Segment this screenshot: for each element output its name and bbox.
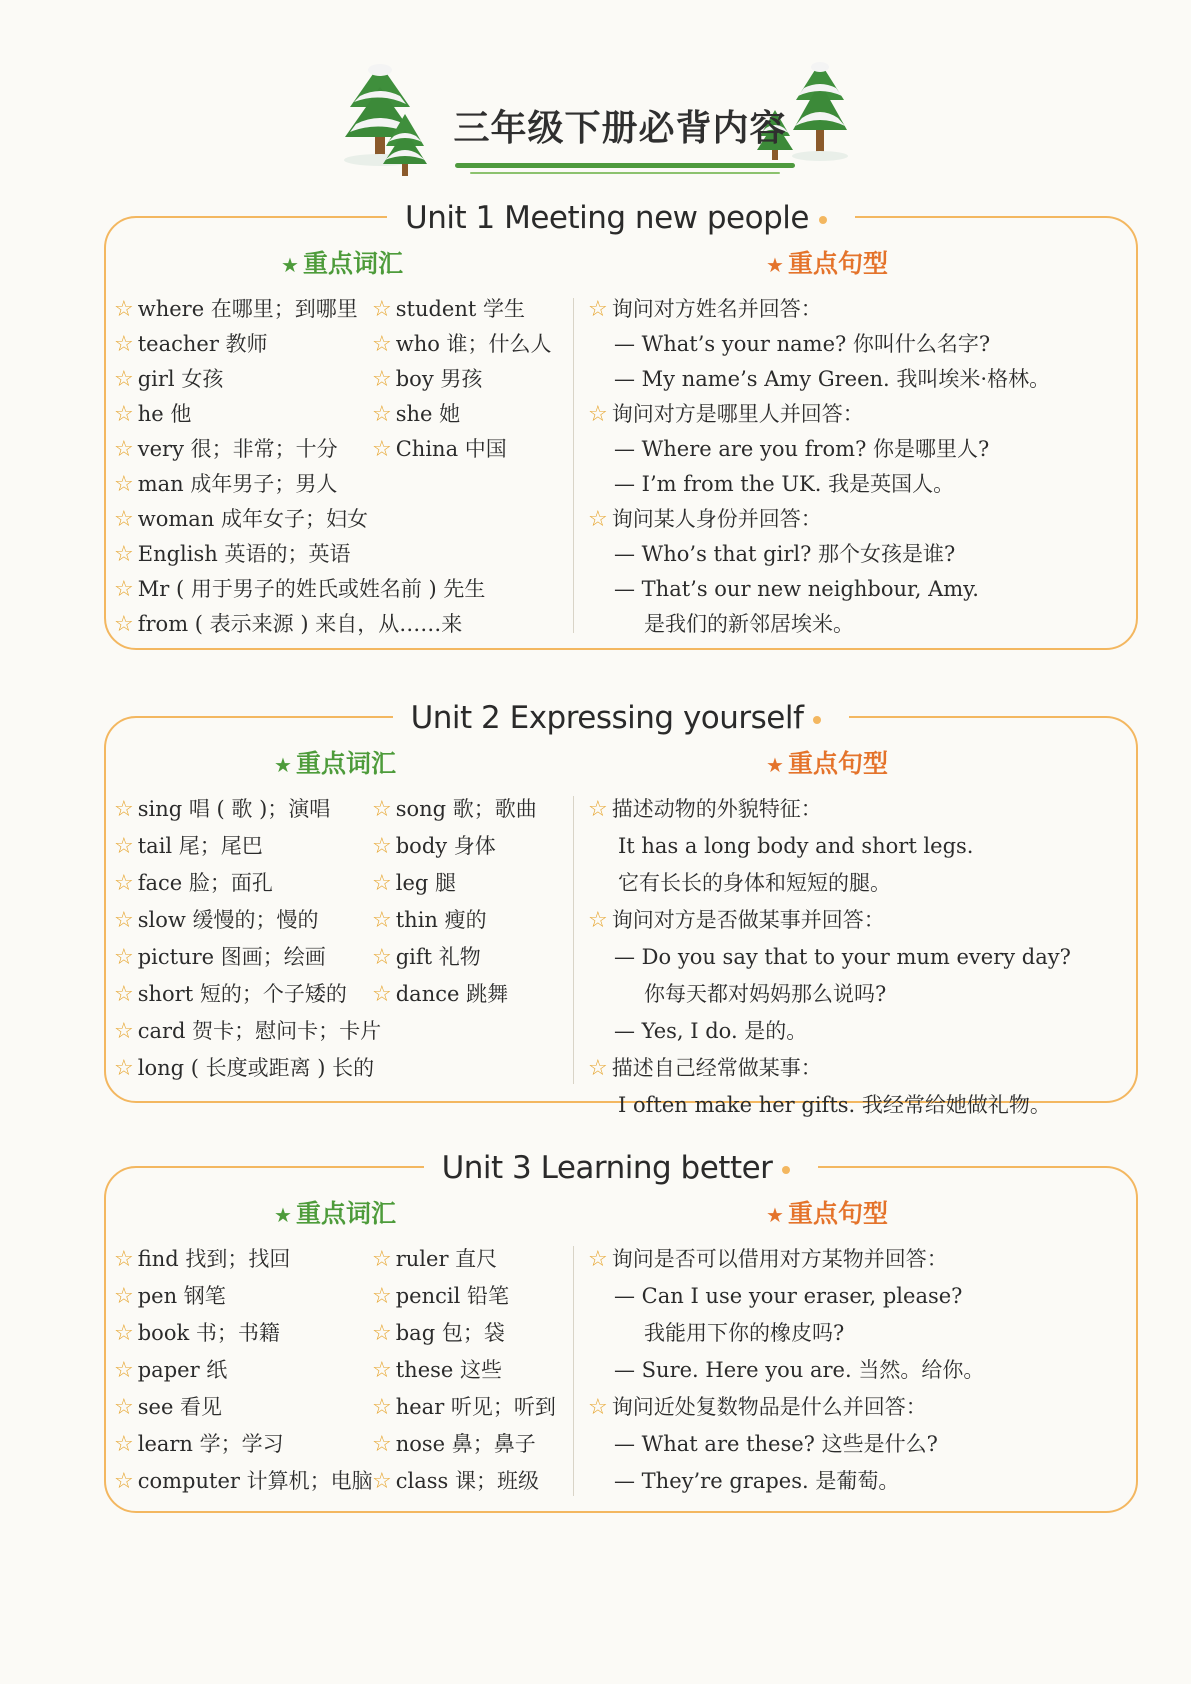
star-outline-icon: ☆ [114, 402, 134, 427]
star-outline-icon: ☆ [114, 542, 134, 567]
star-outline-icon: ☆ [372, 1321, 392, 1346]
sentence-prompt [588, 1053, 822, 1084]
vocab-item [372, 1318, 505, 1349]
vocab-item [372, 1429, 536, 1460]
sentence-line [614, 329, 990, 359]
star-outline-icon: ☆ [114, 297, 134, 322]
vocab-text: sing 唱 ( 歌 )；演唱 [137, 797, 331, 821]
vocab-text: paper 纸 [137, 1358, 228, 1382]
star-outline-icon: ☆ [372, 1284, 392, 1309]
sentence-line [614, 1355, 984, 1385]
vocab-text: slow 缓慢的；慢的 [137, 908, 319, 932]
vocab-item [114, 329, 268, 360]
sentence-line [618, 868, 891, 898]
star-outline-icon: ☆ [114, 1321, 134, 1346]
star-outline-icon: ☆ [372, 1395, 392, 1420]
vocab-item [114, 364, 223, 395]
sentence-line [614, 1016, 807, 1046]
vocab-item [114, 504, 368, 535]
sentence-prompt [588, 905, 885, 936]
sentence-heading: ★ 重点句型 [766, 749, 888, 778]
vocab-text: class 课；班级 [395, 1469, 539, 1493]
star-outline-icon: ☆ [372, 871, 392, 896]
sentence-text: — My name’s Amy Green. 我叫埃米·格林。 [614, 367, 1051, 391]
star-outline-icon: ☆ [588, 797, 608, 822]
unit-panel-2 [104, 700, 1138, 1117]
vocab-text: pen 钢笔 [137, 1284, 226, 1308]
vocab-item [372, 831, 496, 862]
sentence-text: — Sure. Here you are. 当然。给你。 [614, 1358, 985, 1382]
title-underline [470, 172, 780, 174]
star-outline-icon: ☆ [372, 332, 392, 357]
vocab-heading: ★ 重点词汇 [274, 1199, 396, 1228]
sentence-prompt [588, 1392, 927, 1423]
star-outline-icon: ☆ [588, 1395, 608, 1420]
sentence-prompt [588, 399, 864, 430]
star-outline-icon: ☆ [114, 332, 134, 357]
star-outline-icon: ☆ [114, 945, 134, 970]
star-outline-icon: ☆ [588, 507, 608, 532]
sentence-text: 你每天都对妈妈那么说吗? [644, 982, 887, 1006]
star-outline-icon: ☆ [588, 297, 608, 322]
star-outline-icon: ☆ [114, 1358, 134, 1383]
vocab-text: girl 女孩 [137, 367, 224, 391]
vocab-heading: ★ 重点词汇 [274, 749, 396, 778]
vocab-item [372, 329, 552, 360]
vocab-item [372, 979, 508, 1010]
star-outline-icon: ☆ [588, 1247, 608, 1272]
unit-panel-1 [104, 200, 1138, 650]
vocab-text: ruler 直尺 [395, 1247, 498, 1271]
vocab-text: body 身体 [395, 834, 496, 858]
sentence-line [644, 609, 854, 639]
snowy-tree-icon [380, 112, 430, 182]
vocab-item [114, 1053, 374, 1084]
star-outline-icon: ☆ [114, 982, 134, 1007]
column-divider [573, 1246, 574, 1496]
sentence-prompt [588, 1244, 948, 1275]
sentence-text: — What are these? 这些是什么? [614, 1432, 938, 1456]
star-outline-icon: ☆ [372, 982, 392, 1007]
sentence-text: 我能用下你的橡皮吗? [644, 1321, 845, 1345]
star-outline-icon: ☆ [372, 945, 392, 970]
star-outline-icon: ☆ [372, 402, 392, 427]
page-title: 三年级下册必背内容 [453, 108, 787, 149]
star-filled-icon: ★ [766, 253, 784, 277]
vocab-item [114, 868, 273, 899]
sentence-line [614, 942, 1071, 972]
sentence-text: — Can I use your eraser, please? [614, 1284, 963, 1308]
star-outline-icon: ☆ [114, 1432, 134, 1457]
sentence-heading: ★ 重点句型 [766, 1199, 888, 1228]
vocab-text: where 在哪里；到哪里 [137, 297, 358, 321]
vocab-text: boy 男孩 [395, 367, 483, 391]
sentence-text: It has a long body and short legs. [618, 834, 974, 858]
vocab-item [114, 1281, 226, 1312]
unit-title: Unit 3 Learning better [424, 1150, 819, 1186]
star-outline-icon: ☆ [372, 437, 392, 462]
vocab-item [114, 1318, 280, 1349]
sentence-prompt [588, 794, 822, 825]
vocab-item [114, 609, 462, 640]
vocab-item [372, 1355, 502, 1386]
sentence-prompt [588, 294, 822, 325]
sentence-text: I often make her gifts. 我经常给她做礼物。 [618, 1093, 1051, 1117]
vocab-item [114, 399, 191, 430]
vocab-text: nose 鼻；鼻子 [395, 1432, 536, 1456]
sentence-text: 询问对方是否做某事并回答： [611, 908, 885, 932]
star-outline-icon: ☆ [114, 797, 134, 822]
vocab-text: find 找到；找回 [137, 1247, 291, 1271]
sentence-text: 它有长长的身体和短短的腿。 [618, 871, 891, 895]
title-underline [455, 163, 795, 168]
vocab-text: gift 礼物 [395, 945, 481, 969]
vocab-text: teacher 教师 [137, 332, 268, 356]
star-outline-icon: ☆ [114, 367, 134, 392]
star-outline-icon: ☆ [114, 472, 134, 497]
sentence-text: — I’m from the UK. 我是英国人。 [614, 472, 955, 496]
vocab-text: pencil 铅笔 [395, 1284, 509, 1308]
unit-title: Unit 1 Meeting new people [387, 200, 855, 236]
vocab-text: hear 听见；听到 [395, 1395, 556, 1419]
vocab-text: card 贺卡；慰问卡；卡片 [137, 1019, 382, 1043]
vocab-text: woman 成年女子；妇女 [137, 507, 368, 531]
vocab-item [114, 1355, 227, 1386]
sentence-line [614, 469, 954, 499]
sentence-text: — Who’s that girl? 那个女孩是谁? [614, 542, 956, 566]
vocab-text: leg 腿 [395, 871, 456, 895]
star-outline-icon: ☆ [372, 834, 392, 859]
star-outline-icon: ☆ [588, 1056, 608, 1081]
sentence-line [614, 1281, 962, 1311]
star-outline-icon: ☆ [372, 908, 392, 933]
vocab-item [372, 364, 482, 395]
star-outline-icon: ☆ [114, 1284, 134, 1309]
star-filled-icon: ★ [281, 253, 299, 277]
vocab-item [114, 1429, 284, 1460]
unit-panel-3 [104, 1150, 1138, 1513]
vocab-text: very 很；非常；十分 [137, 437, 338, 461]
sentence-text: 询问对方是哪里人并回答： [611, 402, 864, 426]
vocab-text: see 看见 [137, 1395, 223, 1419]
star-outline-icon: ☆ [372, 1247, 392, 1272]
vocab-item [114, 434, 338, 465]
sentence-text: — Do you say that to your mum every day? [614, 945, 1071, 969]
star-outline-icon: ☆ [114, 577, 134, 602]
sentence-line [614, 364, 1050, 394]
sentence-line [644, 1318, 844, 1348]
vocab-item [372, 294, 525, 325]
vocab-item [372, 399, 460, 430]
sentence-text: 询问近处复数物品是什么并回答： [611, 1395, 927, 1419]
vocab-text: tail 尾；尾巴 [137, 834, 263, 858]
vocab-item [114, 979, 347, 1010]
sentence-line [614, 574, 979, 604]
sentence-text: 描述自己经常做某事： [611, 1056, 822, 1080]
sentence-text: — What’s your name? 你叫什么名字? [614, 332, 991, 356]
vocab-item [114, 1016, 381, 1047]
sentence-text: — Where are you from? 你是哪里人? [614, 437, 990, 461]
sentence-line [618, 1090, 1051, 1120]
sentence-line [644, 979, 886, 1009]
vocab-text: dance 跳舞 [395, 982, 509, 1006]
star-outline-icon: ☆ [114, 1395, 134, 1420]
star-outline-icon: ☆ [114, 1469, 134, 1494]
vocab-item [114, 831, 263, 862]
vocab-text: picture 图画；绘画 [137, 945, 326, 969]
star-outline-icon: ☆ [114, 908, 134, 933]
vocab-text: he 他 [137, 402, 192, 426]
vocab-text: thin 瘦的 [395, 908, 487, 932]
star-outline-icon: ☆ [114, 437, 134, 462]
unit-title: Unit 2 Expressing yourself [393, 700, 850, 736]
star-outline-icon: ☆ [372, 1358, 392, 1383]
vocab-item [114, 1244, 290, 1275]
star-outline-icon: ☆ [588, 402, 608, 427]
vocab-item [114, 294, 358, 325]
star-outline-icon: ☆ [114, 612, 134, 637]
sentence-line [614, 539, 955, 569]
vocab-text: computer 计算机；电脑 [137, 1469, 373, 1493]
star-outline-icon: ☆ [372, 297, 392, 322]
star-filled-icon: ★ [274, 753, 292, 777]
sentence-text: 是我们的新邻居埃米。 [644, 612, 854, 636]
vocab-item [372, 434, 507, 465]
sentence-line [614, 434, 989, 464]
vocab-text: short 短的；个子矮的 [137, 982, 347, 1006]
star-filled-icon: ★ [766, 1203, 784, 1227]
sentence-text: — They’re grapes. 是葡萄。 [614, 1469, 900, 1493]
sentence-text: 询问是否可以借用对方某物并回答： [611, 1247, 948, 1271]
sentence-line [618, 831, 973, 861]
sentence-text: 描述动物的外貌特征： [611, 797, 822, 821]
vocab-item [114, 1392, 222, 1423]
vocab-item [372, 1281, 509, 1312]
star-outline-icon: ☆ [114, 1247, 134, 1272]
vocab-text: Mr ( 用于男子的姓氏或姓名前 ) 先生 [137, 577, 486, 601]
vocab-item [114, 539, 350, 570]
star-filled-icon: ★ [274, 1203, 292, 1227]
vocab-item [372, 1466, 539, 1497]
star-outline-icon: ☆ [588, 908, 608, 933]
vocab-item [372, 794, 537, 825]
vocab-item [372, 868, 456, 899]
column-divider [573, 796, 574, 1084]
star-filled-icon: ★ [766, 753, 784, 777]
star-outline-icon: ☆ [114, 507, 134, 532]
vocab-item [114, 794, 330, 825]
sentence-line [614, 1466, 899, 1496]
vocab-item [372, 1392, 556, 1423]
vocab-item [114, 469, 337, 500]
vocab-text: student 学生 [395, 297, 525, 321]
star-outline-icon: ☆ [372, 1469, 392, 1494]
vocab-item [114, 905, 319, 936]
vocab-text: song 歌；歌曲 [395, 797, 537, 821]
vocab-item [114, 942, 326, 973]
star-outline-icon: ☆ [114, 1019, 134, 1044]
vocab-text: she 她 [395, 402, 461, 426]
vocab-item [372, 905, 487, 936]
vocab-text: bag 包；袋 [395, 1321, 505, 1345]
star-outline-icon: ☆ [114, 871, 134, 896]
vocab-text: learn 学；学习 [137, 1432, 284, 1456]
vocab-text: man 成年男子；男人 [137, 472, 338, 496]
vocab-item [114, 1466, 373, 1497]
star-outline-icon: ☆ [372, 367, 392, 392]
column-divider [573, 298, 574, 633]
sentence-text: — Yes, I do. 是的。 [614, 1019, 808, 1043]
sentence-prompt [588, 504, 822, 535]
sentence-text: 询问某人身份并回答： [611, 507, 822, 531]
star-outline-icon: ☆ [372, 1432, 392, 1457]
sentence-heading: ★ 重点句型 [766, 249, 888, 278]
sentence-text: — That’s our new neighbour, Amy. [614, 577, 979, 601]
vocab-heading: ★ 重点词汇 [281, 249, 403, 278]
star-outline-icon: ☆ [114, 1056, 134, 1081]
star-outline-icon: ☆ [372, 797, 392, 822]
sentence-line [614, 1429, 938, 1459]
vocab-text: English 英语的；英语 [137, 542, 351, 566]
vocab-text: from ( 表示来源 ) 来自，从……来 [137, 612, 463, 636]
vocab-text: long ( 长度或距离 ) 长的 [137, 1056, 375, 1080]
star-outline-icon: ☆ [114, 834, 134, 859]
vocab-text: China 中国 [395, 437, 507, 461]
vocab-text: these 这些 [395, 1358, 503, 1382]
vocab-item [114, 574, 485, 605]
sentence-text: 询问对方姓名并回答： [611, 297, 822, 321]
vocab-item [372, 942, 481, 973]
vocab-item [372, 1244, 497, 1275]
vocab-text: who 谁；什么人 [395, 332, 552, 356]
vocab-text: face 脸；面孔 [137, 871, 273, 895]
vocab-text: book 书；书籍 [137, 1321, 280, 1345]
